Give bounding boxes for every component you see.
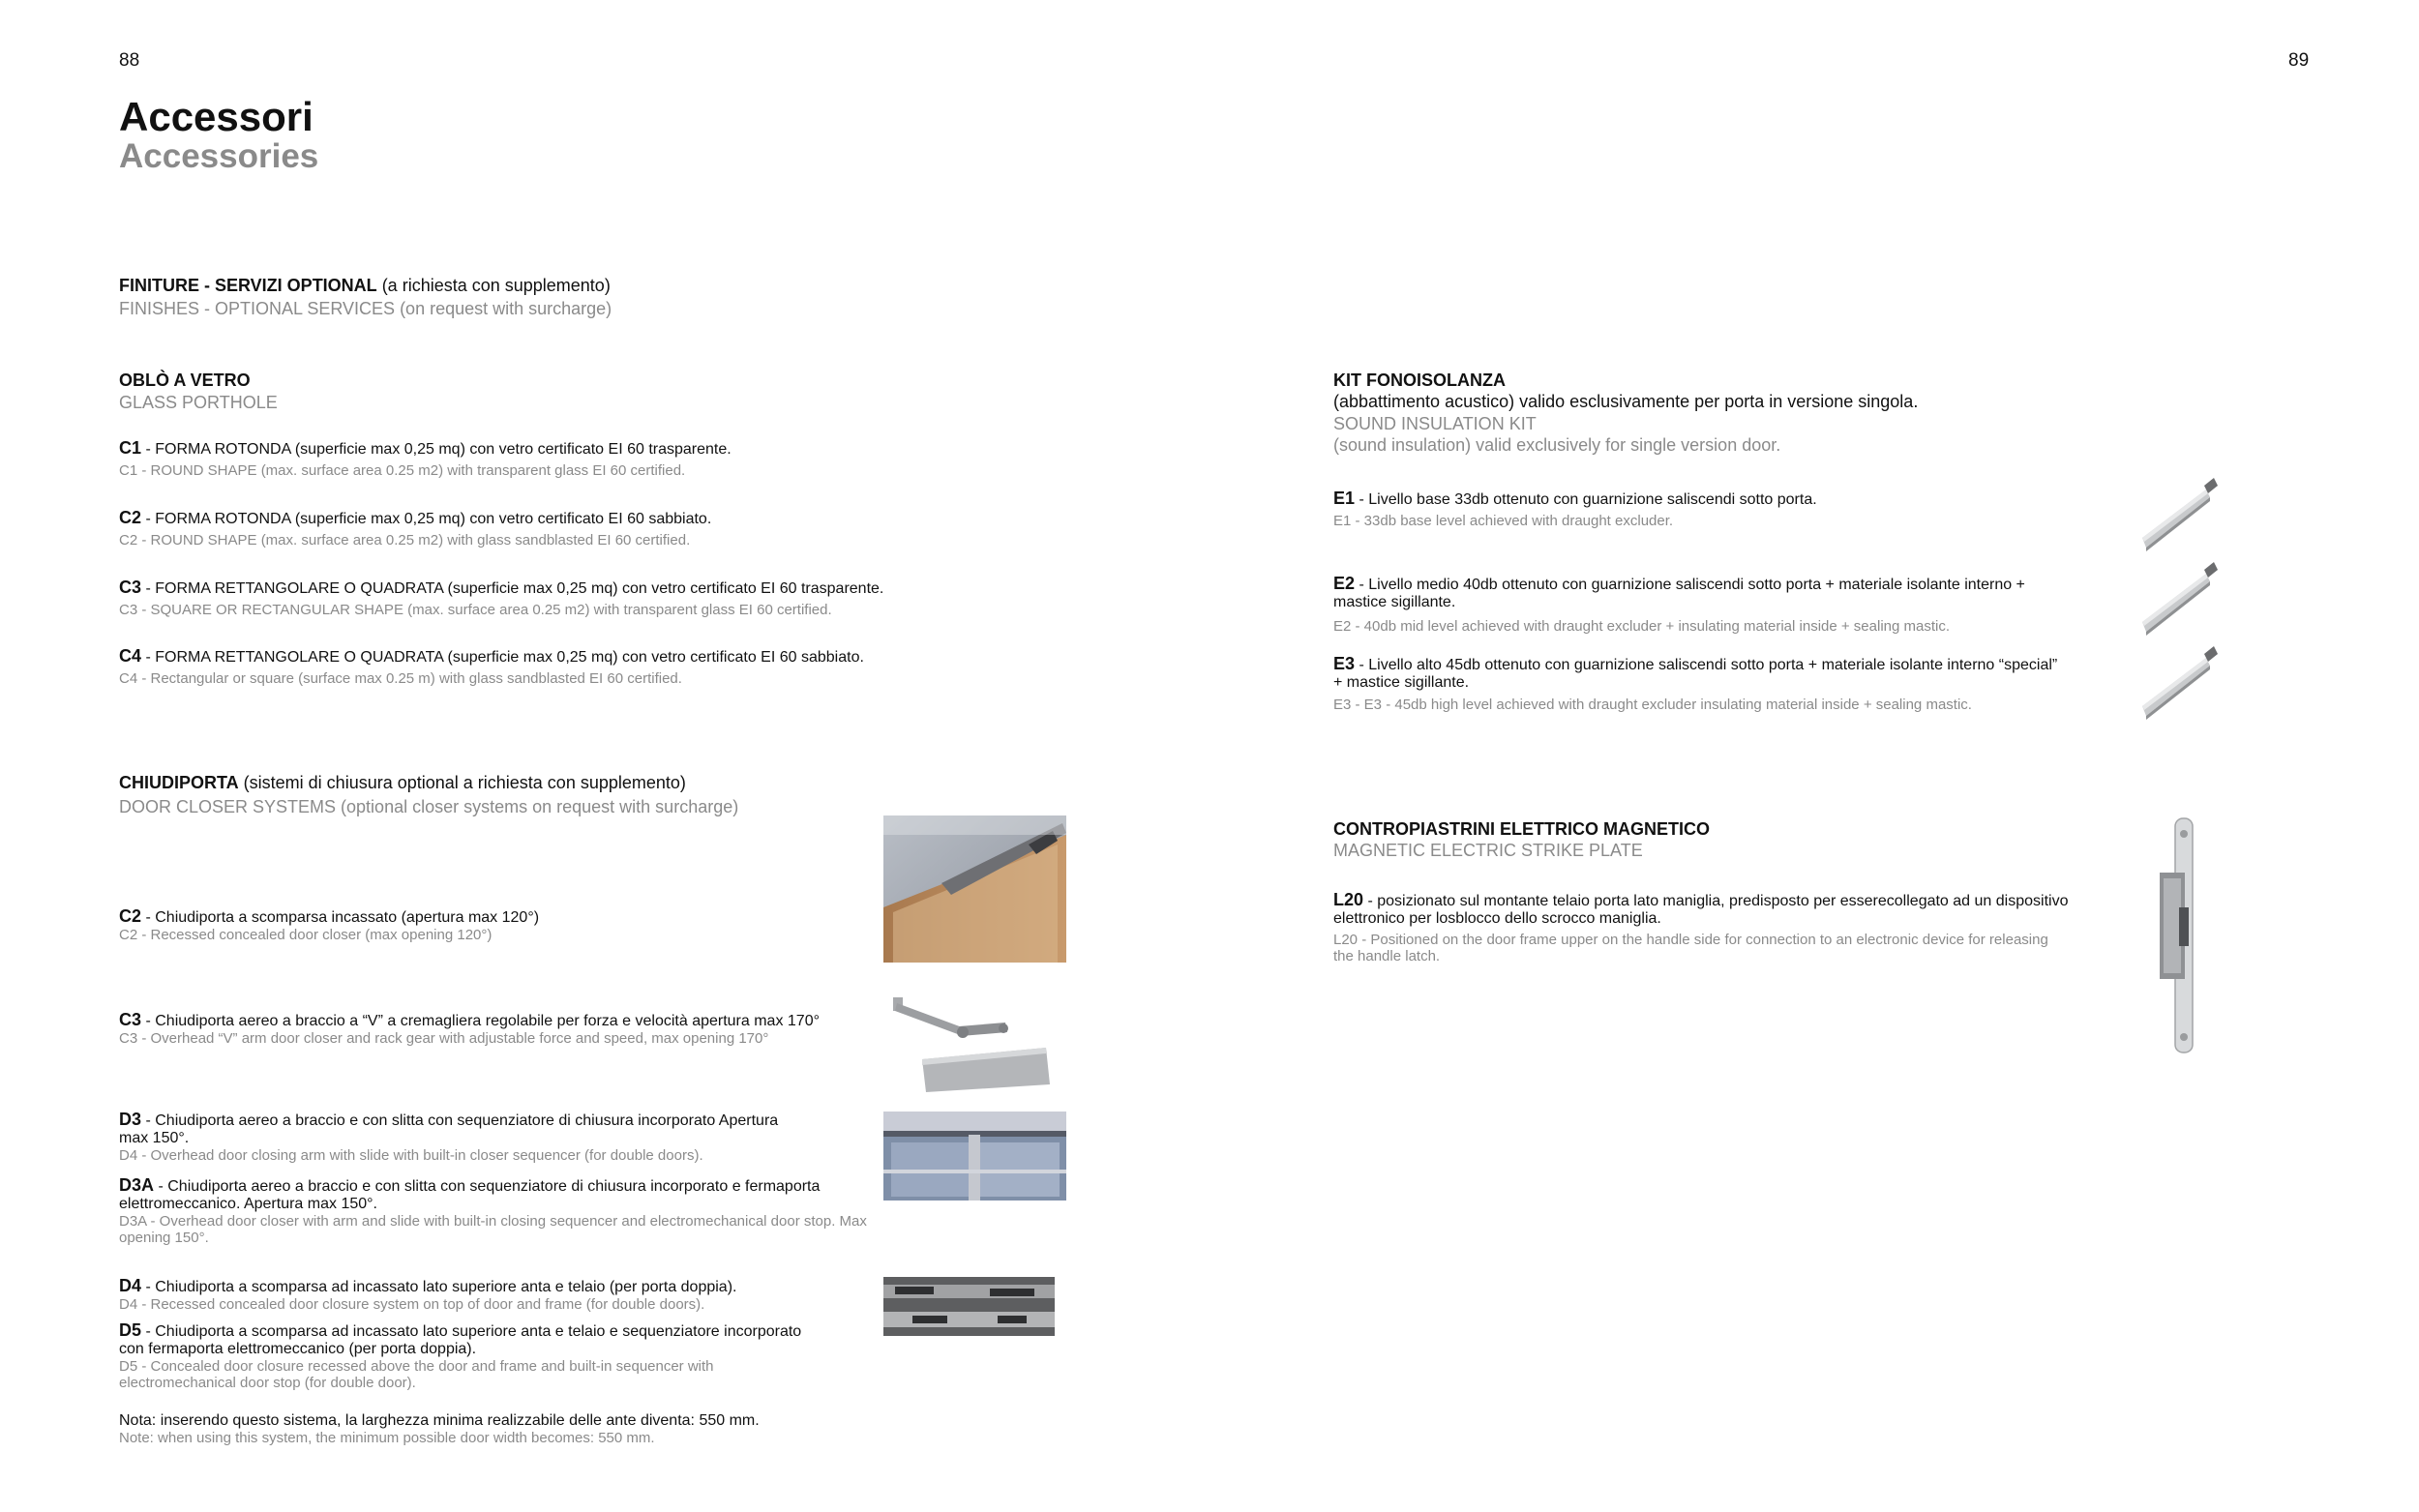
item-text-en: E1 - 33db base level achieved with draught excluder. bbox=[1333, 513, 1674, 529]
finiture-heading-en: FINISHES - OPTIONAL SERVICES (on request with surcharge) bbox=[119, 299, 612, 318]
item-text-en: L20 - Positioned on the door frame upper on the handle side for connection to an electronic device for releasing the handle latch. bbox=[1333, 932, 2048, 964]
item-text-it: - Livello medio 40db ottenuto con guarnizione saliscendi sotto porta + materiale isolante interno + mastice sigillante. bbox=[1333, 577, 2025, 610]
contro-heading bbox=[1333, 818, 2069, 861]
contro-title: CONTROPIASTRINI ELETTRICO MAGNETICO bbox=[1333, 819, 1710, 839]
kit-subtitle: (abbattimento acustico) valido esclusivamente per porta in versione singola. bbox=[1333, 392, 1919, 411]
item-text-it: - Livello alto 45db ottenuto con guarnizione saliscendi sotto porta + materiale isolante interno “special” + mastice sigillante. bbox=[1333, 657, 2058, 691]
item-text-it: - Chiudiporta aereo a braccio e con slitta con sequenziatore di chiusura incorporato Apertura max 150°. bbox=[119, 1112, 779, 1146]
item-text-en: C1 - ROUND SHAPE (max. surface area 0.25 m2) with transparent glass EI 60 certified. bbox=[119, 462, 686, 479]
item-text-it: - Chiudiporta aereo a braccio e con slitta con sequenziatore di chiusura incorporato e fermaporta elettromeccanico. Apertura max 150°. bbox=[119, 1178, 821, 1212]
oblo-item-c1 bbox=[119, 439, 971, 479]
oblo-section bbox=[119, 370, 278, 413]
item-text-it: - Chiudiporta a scomparsa incassato (apertura max 120°) bbox=[141, 909, 540, 926]
strike-plate-photo bbox=[2150, 815, 2218, 1056]
item-text-en: C2 - ROUND SHAPE (max. surface area 0.25 m2) with glass sandblasted EI 60 certified. bbox=[119, 532, 691, 548]
item-text-en: C4 - Rectangular or square (surface max 0.25 m) with glass sandblasted EI 60 certified. bbox=[119, 670, 682, 687]
item-code: C3 bbox=[119, 1010, 142, 1029]
page-subtitle: Accessories bbox=[119, 137, 319, 175]
oblo-item-c3 bbox=[119, 578, 971, 618]
oblo-item-c2 bbox=[119, 509, 971, 548]
contro-item-l20 bbox=[1333, 891, 2069, 964]
item-text-it: - Livello base 33db ottenuto con guarnizione saliscendi sotto porta. bbox=[1355, 491, 1817, 508]
item-text-it: - posizionato sul montante telaio porta lato maniglia, predisposto per esserecollegato ad un dispositivo elettronico per losblocco dello scrocco maniglia. bbox=[1333, 893, 2069, 927]
kit-title-en: SOUND INSULATION KIT bbox=[1333, 414, 1537, 433]
contro-title-en: MAGNETIC ELECTRIC STRIKE PLATE bbox=[1333, 841, 1643, 860]
chiudiporta-note bbox=[119, 1412, 971, 1446]
chiudiporta-item-c2 bbox=[119, 907, 912, 943]
item-code: C1 bbox=[119, 438, 142, 458]
chiudiporta-item-d5 bbox=[119, 1321, 816, 1391]
finiture-heading-bold: FINITURE - SERVIZI OPTIONAL bbox=[119, 276, 377, 295]
item-text-en: C2 - Recessed concealed door closer (max opening 120°) bbox=[119, 927, 493, 943]
item-text-en: C3 - Overhead “V” arm door closer and rack gear with adjustable force and speed, max opening 170° bbox=[119, 1030, 769, 1047]
oblo-title: OBLÒ A VETRO bbox=[119, 371, 251, 390]
overhead-closer-photo bbox=[883, 990, 1062, 1094]
chiudiporta-item-d4 bbox=[119, 1277, 912, 1313]
item-text-it: - Chiudiporta aereo a braccio a “V” a cremagliera regolabile per forza e velocità apertura max 170° bbox=[141, 1013, 820, 1029]
item-text-en: E2 - 40db mid level achieved with draught excluder + insulating material inside + sealing mastic. bbox=[1333, 618, 1951, 635]
kit-heading bbox=[1333, 370, 2107, 456]
concealed-closer-photo bbox=[883, 815, 1066, 963]
item-code: D3 bbox=[119, 1110, 142, 1129]
concealed-double-closer-photo bbox=[883, 1277, 1055, 1336]
chiudiporta-item-c3 bbox=[119, 1011, 912, 1047]
note-text-it: Nota: inserendo questo sistema, la larghezza minima realizzabile delle ante diventa: 550 mm. bbox=[119, 1412, 760, 1429]
item-code: D5 bbox=[119, 1320, 142, 1340]
item-code: E2 bbox=[1333, 574, 1356, 593]
item-code: C4 bbox=[119, 646, 142, 666]
chiudiporta-title-bold: CHIUDIPORTA bbox=[119, 773, 239, 792]
item-text-en: D5 - Concealed door closure recessed above the door and frame and built-in sequencer with electromechanical door stop (for double door). bbox=[119, 1358, 714, 1391]
item-text-it: - Chiudiporta a scomparsa ad incassato lato superiore anta e telaio e sequenziatore incorporato con fermaporta elettromeccanico (per porta doppia). bbox=[119, 1323, 802, 1357]
page-number-right: 89 bbox=[2288, 50, 2310, 71]
item-text-en: D3A - Overhead door closer with arm and slide with built-in closing sequencer and electromechanical door stop. Max opening 150°. bbox=[119, 1213, 867, 1246]
draught-excluder-e1-photo bbox=[2138, 474, 2220, 553]
draught-excluder-e3-photo bbox=[2138, 642, 2220, 722]
item-text-it: - FORMA RETTANGOLARE O QUADRATA (superficie max 0,25 mq) con vetro certificato EI 60 trasparente. bbox=[141, 580, 884, 597]
item-text-en: D4 - Recessed concealed door closure system on top of door and frame (for double doors). bbox=[119, 1296, 705, 1313]
item-text-en: C3 - SQUARE OR RECTANGULAR SHAPE (max. surface area 0.25 m2) with transparent glass EI 60 certified. bbox=[119, 602, 832, 618]
item-text-it: - FORMA ROTONDA (superficie max 0,25 mq) con vetro certificato EI 60 trasparente. bbox=[141, 441, 732, 458]
slide-arm-closer-photo bbox=[883, 1112, 1066, 1201]
draught-excluder-e2-photo bbox=[2138, 558, 2220, 637]
item-code: C3 bbox=[119, 578, 142, 597]
item-code: D3A bbox=[119, 1175, 155, 1195]
item-code: C2 bbox=[119, 508, 142, 527]
finiture-heading-rest: (a richiesta con supplemento) bbox=[376, 276, 611, 295]
item-text-en: D4 - Overhead door closing arm with slide with built-in closer sequencer (for double doors). bbox=[119, 1147, 703, 1164]
item-code: D4 bbox=[119, 1276, 142, 1295]
page-number-left: 88 bbox=[119, 50, 140, 71]
kit-item-e2 bbox=[1333, 575, 2069, 635]
chiudiporta-title-rest: (sistemi di chiusura optional a richiesta con supplemento) bbox=[238, 773, 686, 792]
note-text-en: Note: when using this system, the minimum possible door width becomes: 550 mm. bbox=[119, 1430, 655, 1446]
kit-title: KIT FONOISOLANZA bbox=[1333, 371, 1506, 390]
oblo-title-en: GLASS PORTHOLE bbox=[119, 393, 278, 412]
chiudiporta-item-d3a bbox=[119, 1176, 874, 1246]
item-code: C2 bbox=[119, 906, 142, 926]
kit-item-e3 bbox=[1333, 655, 2069, 713]
chiudiporta-title-en: DOOR CLOSER SYSTEMS (optional closer systems on request with surcharge) bbox=[119, 797, 739, 816]
oblo-item-c4 bbox=[119, 647, 971, 687]
item-code: E1 bbox=[1333, 489, 1356, 508]
item-text-it: - FORMA RETTANGOLARE O QUADRATA (superficie max 0,25 mq) con vetro certificato EI 60 sabbiato. bbox=[141, 649, 864, 666]
chiudiporta-item-d3 bbox=[119, 1111, 787, 1164]
page-title: Accessori bbox=[119, 94, 314, 139]
kit-subtitle-en: (sound insulation) valid exclusively for single version door. bbox=[1333, 435, 1781, 455]
finiture-heading bbox=[119, 275, 612, 319]
item-code: E3 bbox=[1333, 654, 1356, 673]
item-text-en: E3 - E3 - 45db high level achieved with draught excluder insulating material inside + sealing mastic. bbox=[1333, 697, 1972, 713]
item-code: L20 bbox=[1333, 890, 1364, 909]
kit-item-e1 bbox=[1333, 489, 2069, 529]
item-text-it: - FORMA ROTONDA (superficie max 0,25 mq) con vetro certificato EI 60 sabbiato. bbox=[141, 511, 712, 527]
item-text-it: - Chiudiporta a scomparsa ad incassato lato superiore anta e telaio (per porta doppia). bbox=[141, 1279, 737, 1295]
chiudiporta-heading bbox=[119, 772, 738, 817]
